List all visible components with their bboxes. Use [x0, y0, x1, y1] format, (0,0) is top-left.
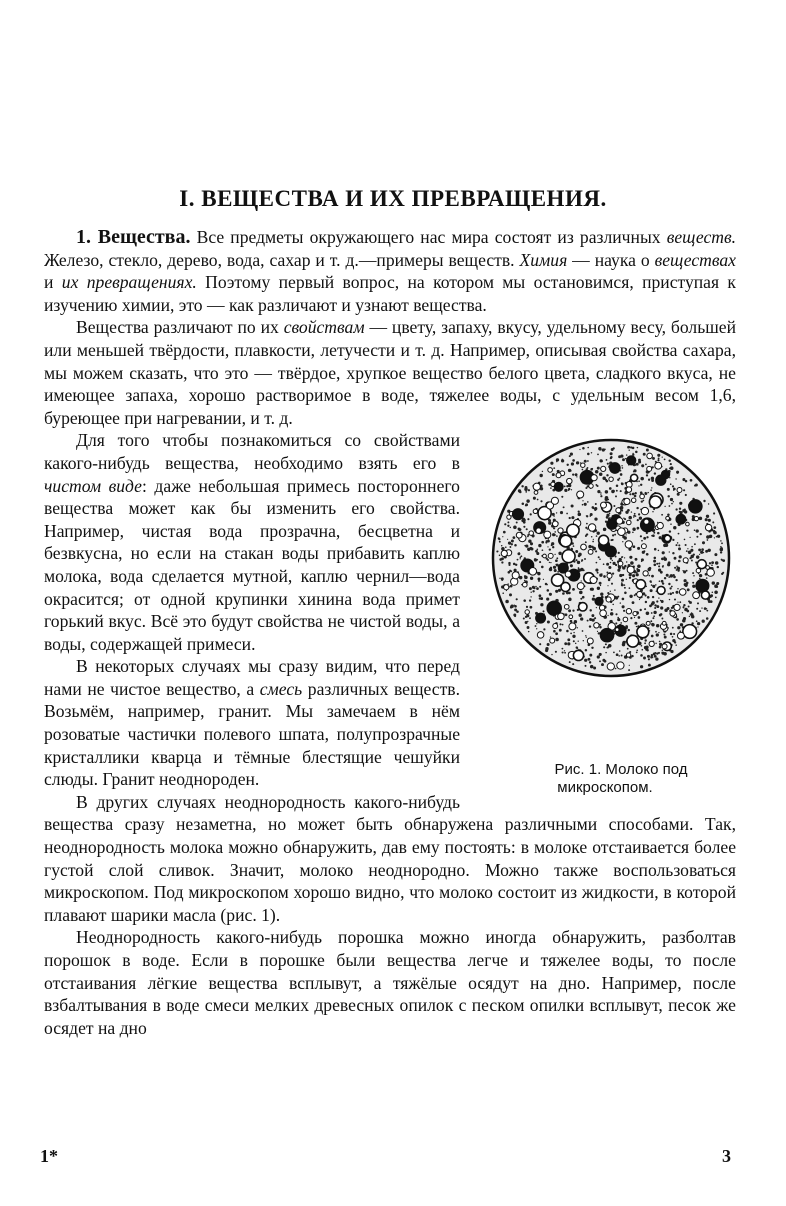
text-run: В других случаях неоднородность какого-нибудь вещества сразу незаметна, но может быть обнаружена различными способами. Так, неоднородность молока можно обнаружить, дав ему постоять: в молоке отстаивается более густой слой сливок. Значит, молоко неоднородно. Можно также воспользоваться микроскопом. Под микроскопом хорошо видно, что молоко состоит из жидкости, в которой плавают шарики масла (рис. 1). [44, 791, 736, 925]
text-run: свойствам [283, 317, 365, 338]
text-run: веществ. [666, 227, 736, 247]
paragraph-6 [44, 926, 736, 1039]
section-heading: 1. Вещества. [76, 226, 191, 248]
paragraph-2 [44, 316, 736, 429]
body-text [44, 226, 736, 1039]
text-run: их превращениях. [61, 272, 197, 293]
text-run: — цвету, запаху, вкусу, удельному весу, большей или меньшей твёрдости, плавкости, летучести и т. д. Например, описывая свойства сахара, мы можем сказать, что это — твёрдое, хрупкое вещество белого цвета, сладкого вкуса, не имеющее запаха, хорошо растворимое в воде, тяжелее воды, с удельным весом 1,6, буреющее при нагревании, и т. д. [44, 317, 736, 428]
text-run: смесь [259, 678, 303, 699]
text-run: : даже небольшая примесь постороннего вещества может как бы изменить его свойства. Например, чистая вода прозрачна, бесцветна и безвкусна, но если на стакан воды прибавить каплю молока, вода сделается мутной, каплю чернил—вода окрасится; от одной крупинки хинина вода примет горький вкус. Всё это будут свойства не чистой воды, а воды, содержащей примеси. [44, 475, 460, 654]
figure-1 [474, 433, 736, 805]
signature-mark: 1* [40, 1146, 58, 1166]
paragraph-1 [44, 226, 736, 316]
page-number: 3 [722, 1146, 731, 1166]
milk-microscope-image [486, 433, 736, 683]
text-run: Для того чтобы познакомиться со свойствами какого-нибудь вещества, необходимо взять его в [44, 430, 460, 473]
text-run: Неоднородность какого-нибудь порошка можно иногда обнаружить, разболтав порошок в воде. Если в порошке были вещества легче и тяжелее воды, то после отстаивания лёгкие вещества всплывут, а тяжёлые осядут на дно. Например, после взбалтывания в воде смеси мелких древесных опилок с песком опилки всплывут, песок же осядет на дно [44, 927, 736, 1038]
text-run: различных веществ. Возьмём, например, гранит. Мы замечаем в нём розоватые частички полевого шпата, полупрозрачные кристаллики кварца и тёмные блестящие чешуйки слюды. Гранит неоднороден. [44, 678, 460, 790]
chapter-title: I. ВЕЩЕСТВА И ИХ ПРЕВРАЩЕНИЯ. [179, 186, 607, 211]
text-run: В некоторых случаях мы сразу видим, что перед нами не чистое вещество, а [44, 656, 460, 699]
text-run: Химия [519, 249, 568, 270]
text-run: веществах [654, 249, 736, 270]
text-run: Все предметы окружающего нас мира состоят из различных [196, 227, 667, 247]
text-run: Вещества различают по их [76, 317, 284, 338]
paragraph-5 [44, 791, 736, 927]
figure-caption: Рис. 1. Молоко под микроскопом. [554, 761, 688, 797]
text-run: и [44, 272, 62, 293]
text-run: чистом виде [44, 475, 142, 496]
text-run: — наука о [567, 249, 655, 270]
text-run: Поэтому первый вопрос, на котором мы остановимся, приступая к изучению химии, это — как различают и узнают вещества. [44, 272, 736, 315]
text-run: Железо, стекло, дерево, вода, сахар и т. д.—примеры веществ. [44, 249, 520, 270]
